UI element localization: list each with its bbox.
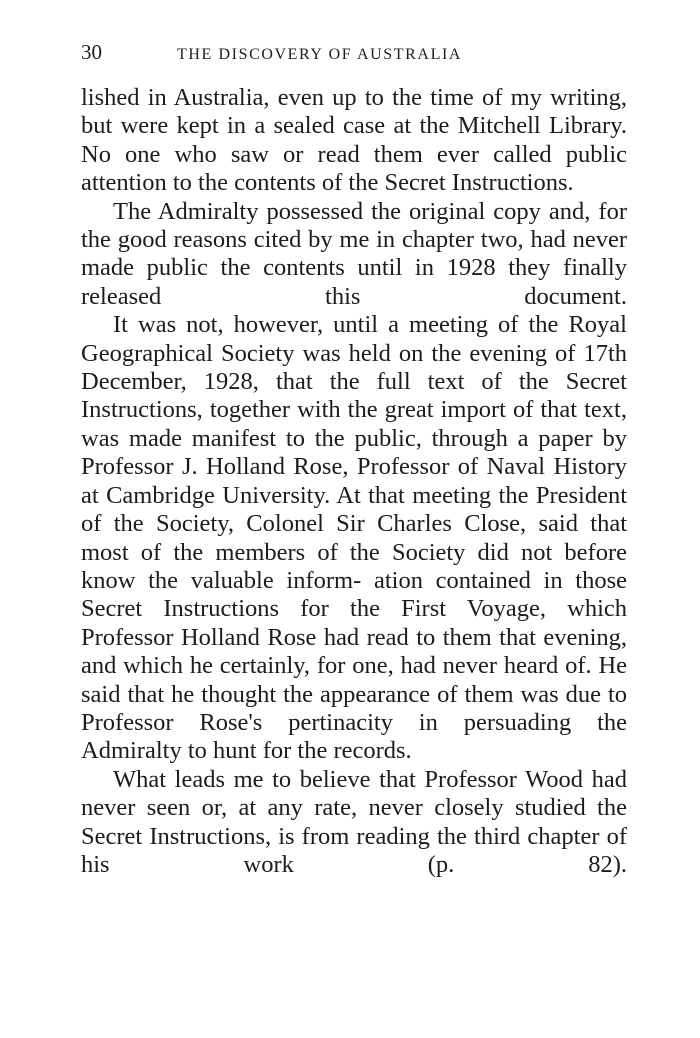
text-line: Wood had never seen or, at any rate, never	[81, 765, 628, 822]
running-title: THE DISCOVERY OF AUSTRALIA	[177, 46, 463, 63]
text-line: Society did not before know the valuable inform-	[81, 538, 628, 594]
text-line: text of the Secret Instructions, together with the	[81, 368, 627, 424]
text-line: Holland Rose, Professor of Naval History at	[81, 453, 627, 509]
body-text	[81, 84, 627, 879]
text-line: until in 1928 they finally released this document.	[81, 254, 627, 310]
text-line: Royal Geographical Society was held on the	[81, 311, 627, 367]
text-line: The Admiralty possessed the original copy	[113, 197, 541, 225]
text-line: writing, but were kept in a sealed case at the	[81, 84, 628, 140]
text-line: the Secret Instructions.	[348, 169, 574, 197]
text-line: the Admiralty to hunt for the records.	[81, 708, 628, 765]
text-line: to Professor Rose's pertinacity in persuading	[81, 680, 628, 736]
paragraph	[81, 766, 627, 880]
text-line: lished in Australia, even up to the time of my	[81, 84, 542, 111]
text-line: Cambridge University. At that meeting the	[106, 481, 529, 509]
paragraph	[81, 198, 627, 312]
text-line: It was not, however, until a meeting of the	[113, 311, 559, 339]
text-line: and, for the good reasons cited by me in	[81, 197, 627, 254]
paragraph	[81, 311, 627, 766]
text-line: ation contained in those Secret Instructions for	[81, 566, 628, 623]
text-line: reading the third chapter of his work (p. 82).	[81, 822, 627, 878]
text-line: had read to them that evening, and which he	[81, 623, 628, 680]
paragraph	[81, 84, 627, 198]
text-line: great import of that text, was made manifest	[81, 396, 627, 452]
running-header	[81, 40, 627, 84]
text-line: certainly, for one, had never heard of. He said	[81, 652, 628, 708]
text-line: What leads me to believe that Professor	[113, 765, 517, 793]
book-page	[81, 40, 627, 879]
text-line: chapter two, had never made public the contents	[81, 226, 628, 282]
text-line: Close, said that most of the members of the	[81, 510, 628, 566]
page-number: 30	[81, 40, 102, 64]
text-line: evening of 17th December, 1928, that the full	[81, 339, 628, 396]
text-line: to the public, through a paper by Professor J.	[81, 424, 627, 481]
text-line: President of the Society, Colonel Sir Charles	[81, 481, 628, 538]
text-line: Mitchell Library. No one who saw or read them	[81, 112, 627, 168]
text-line: ever called public attention to the contents of	[81, 140, 627, 197]
text-line: closely studied the Secret Instructions, is from	[81, 794, 627, 850]
text-line: that he thought the appearance of them was due	[127, 680, 601, 708]
text-line: the First Voyage, which Professor Holland Rose	[81, 595, 628, 651]
